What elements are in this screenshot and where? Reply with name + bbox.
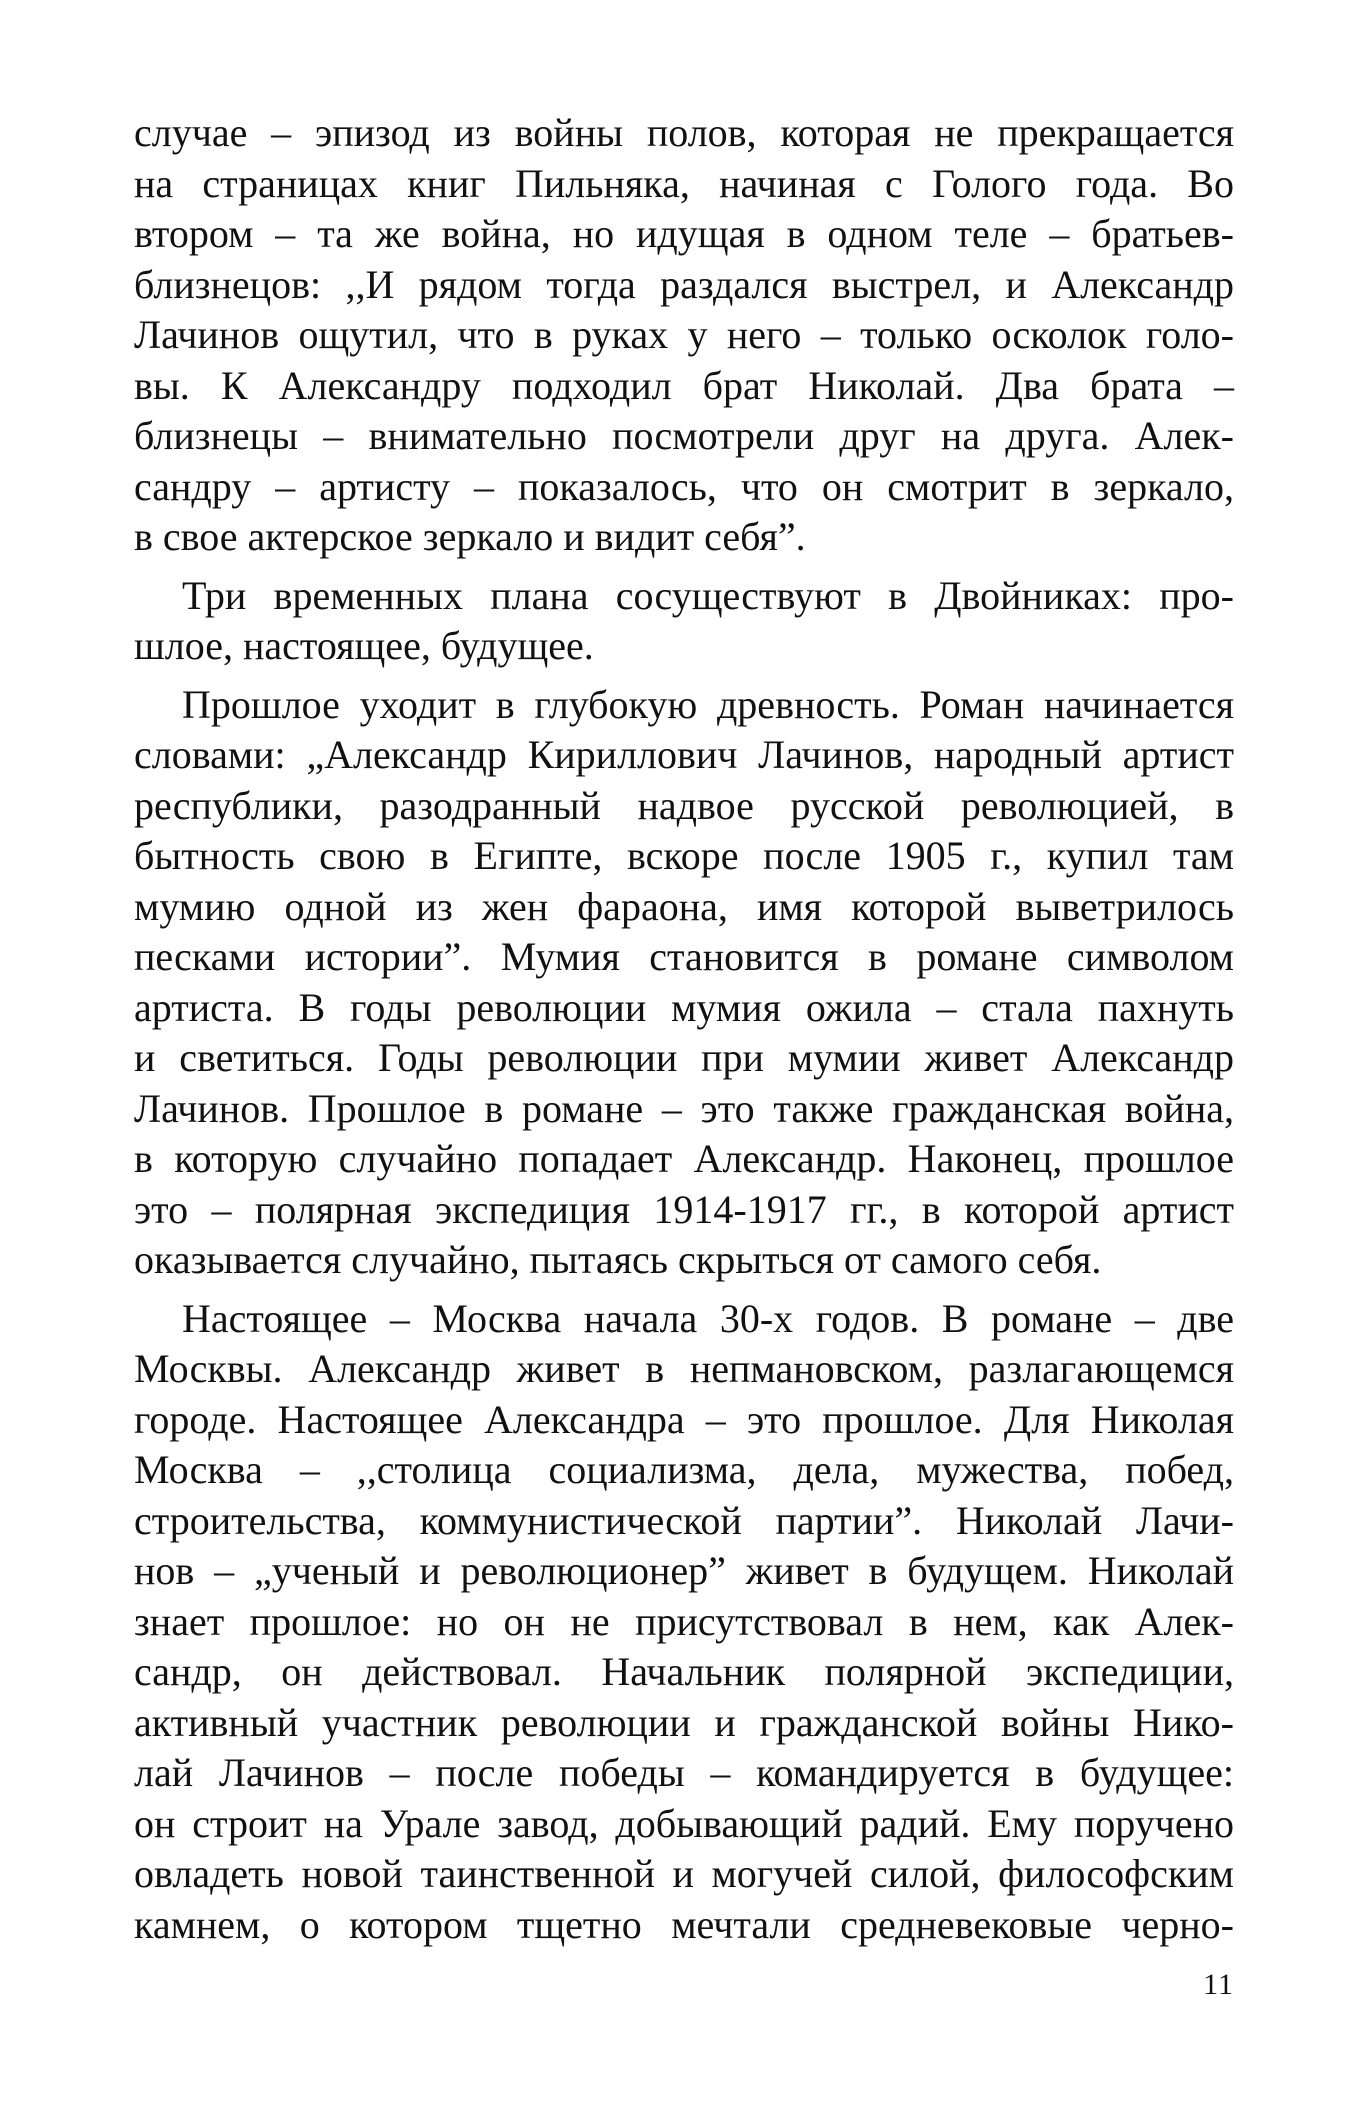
text-line: Лачинов. Прошлое в романе – это также гражданская война, [134,1085,1234,1131]
text-line: Москвы. Александр живет в непмановском, разлагающемся [134,1346,1234,1391]
text-line: Три временных плана сосуществуют в Двойниках: про- [182,572,1234,618]
paragraph [134,571,1234,672]
page-number: 11 [1203,1968,1234,2001]
text-line: мумию одной из жен фараона, имя которой выветрилось [134,883,1234,929]
text-line: случае – эпизод из войны полов, которая не прекращается [134,110,1234,155]
paragraph-gap [134,1286,1234,1294]
text-line: Лачинов ощутил, что в руках у него – только осколок голо- [134,312,1234,357]
text-line: шлое, настоящее, будущее. [134,623,594,668]
text-line: и светиться. Годы революции при мумии живет Александр [134,1035,1234,1080]
text-line: сандру – артисту – показалось, что он смотрит в зеркало, [134,463,1234,509]
text-line: бытность свою в Египте, вскоре после 1905 г., купил там [134,833,1234,878]
text-line: сандр, он действовал. Начальник полярной экспедиции, [134,1649,1234,1694]
text-line: он строит на Урале завод, добывающий радий. Ему поручено [134,1800,1234,1846]
text-line: активный участник революции и гражданской войны Нико- [134,1699,1234,1745]
text-line: нов – „ученый и революционер” живет в будущем. Николай [134,1548,1234,1593]
text-line: артиста. В годы революции мумия ожила – стала пахнуть [134,984,1234,1030]
text-line: втором – та же война, но идущая в одном теле – братьев- [134,211,1234,256]
text-line: городе. Настоящее Александра – это прошлое. Для Николая [134,1396,1234,1442]
text-line: знает прошлое: но он не присутствовал в нем, как Алек- [134,1598,1234,1644]
text-line: в которую случайно попадает Александр. Наконец, прошлое [134,1136,1234,1181]
text-line: это – полярная экспедиция 1914-1917 гг., в которой артист [134,1186,1234,1232]
text-line: песками истории”. Мумия становится в романе символом [134,934,1234,979]
text-line: овладеть новой таинственной и могучей силой, философским [134,1851,1234,1896]
text-line: строительства, коммунистической партии”. Николай Лачи- [134,1497,1234,1543]
text-line: вы. К Александру подходил брат Николай. Два брата – [134,362,1234,408]
text-line: на страницах книг Пильняка, начиная с Голого года. Во [134,160,1234,206]
text-line: Настоящее – Москва начала 30-х годов. В романе – две [182,1295,1234,1341]
text-line: Москва – ,,столица социализма, дела, мужества, побед, [134,1447,1234,1492]
paragraph [134,108,1234,563]
text-line: республики, разодранный надвое русской революцией, в [134,782,1234,828]
text-line: оказывается случайно, пытаясь скрыться от самого себя. [134,1237,1102,1282]
page-body [134,108,1234,1950]
text-line: Прошлое уходит в глубокую древность. Роман начинается [182,681,1234,727]
text-line: словами: „Александр Кириллович Лачинов, народный артист [134,732,1234,777]
text-line: близнецы – внимательно посмотрели друг на друга. Алек- [134,413,1234,458]
paragraph-gap [134,672,1234,680]
paragraph [134,1294,1234,1951]
text-line: в свое актерское зеркало и видит себя”. [134,514,806,559]
text-line: камнем, о котором тщетно мечтали средневековые черно- [134,1901,1234,1947]
paragraph-gap [134,563,1234,571]
text-line: близнецов: ,,И рядом тогда раздался выстрел, и Александр [134,261,1234,307]
text-line: лай Лачинов – после победы – командируется в будущее: [134,1750,1234,1795]
paragraph [134,680,1234,1286]
